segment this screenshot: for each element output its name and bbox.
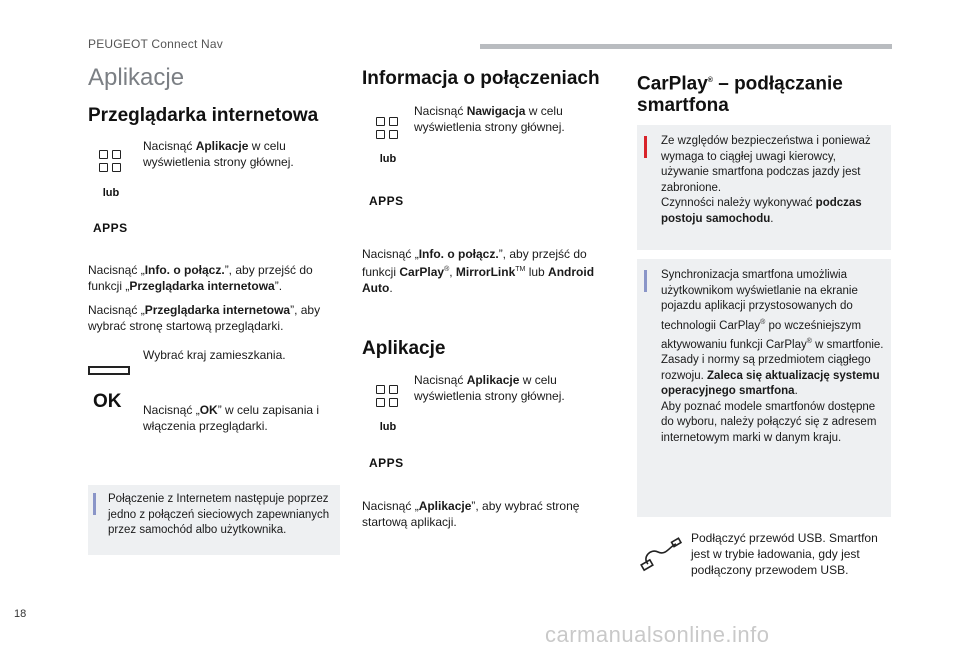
lub-label: lub (379, 421, 397, 433)
apps-button-icon: APPS (93, 221, 128, 235)
col2-step4-text: Nacisnąć „Aplikacje”, aby wybrać stronę startową aplikacji. (362, 499, 580, 529)
info-note-text: Synchronizacja smartfona umożliwia użytkownikom wyświetlanie na ekranie pojazdu aplikacji przystosowanych do technologii CarPlay® po wcześniejszym aktywowaniu funkcji CarPlay® w smartfonie. Zasady i normy są przedmiotem ciągłego rozwoju. Zaleca się aktualizację systemu operacyjnego smartfona. Aby poznać modele smartfonów dostępne do wyboru, należy połączyć się z adresem internetowym marki w danym kraju. (661, 269, 884, 444)
lub-label: lub (379, 153, 397, 165)
col1-step4-text: Wybrać kraj zamieszkania. (143, 348, 286, 362)
header-rule (480, 44, 892, 49)
usb-cable-icon (640, 536, 682, 572)
running-header: PEUGEOT Connect Nav (88, 37, 223, 51)
subheading-przegladarka: Przeglądarka internetowa (88, 105, 319, 126)
watermark-text: carmanualsonline.info (545, 622, 770, 647)
apps-grid-icon (376, 117, 398, 139)
info-note-text: Połączenie z Internetem następuje poprzez jedno z połączeń sieciowych zapewnianych przez samochód albo użytkownika. (108, 493, 330, 536)
section-heading-aplikacje: Aplikacje (88, 64, 185, 91)
heading-aplikacje: Aplikacje (362, 338, 446, 359)
col2-step2-text: Nacisnąć „Info. o połącz.”, aby przejść do funkcji CarPlay®, MirrorLink™ lub Android Auto. (362, 247, 595, 295)
col1-step1-text: Nacisnąć Aplikacje w celu wyświetlenia strony głównej. (143, 139, 294, 169)
apps-button-icon: APPS (369, 456, 404, 470)
info-note-box (637, 259, 891, 517)
usb-step-text: Podłączyć przewód USB. Smartfon jest w trybie ładowania, gdy jest podłączony przewodem USB. (691, 531, 878, 577)
warning-bar-icon (644, 136, 647, 158)
lub-label: lub (102, 187, 120, 199)
col1-step2-text: Nacisnąć „Info. o połącz.”, aby przejść do funkcji „Przeglądarka internetowa”. (88, 263, 313, 293)
col2-step3-text: Nacisnąć Aplikacje w celu wyświetlenia strony głównej. (414, 373, 565, 403)
warning-text: Ze względów bezpieczeństwa i ponieważ wymaga to ciągłej uwagi kierowcy, używanie smartfona podczas jazdy jest zabronione. Czynności należy wykonywać podczas postoju samochodu. (661, 135, 871, 225)
info-bar-icon (644, 270, 647, 292)
col2-step1-text: Nacisnąć Nawigacja w celu wyświetlenia strony głównej. (414, 104, 565, 134)
info-bar-icon (93, 493, 96, 515)
heading-informacja: Informacja o połączeniach (362, 68, 600, 89)
warning-note-box (637, 125, 891, 250)
page-number: 18 (14, 608, 27, 620)
apps-button-icon: APPS (369, 194, 404, 208)
col1-step5-text: Nacisnąć „OK” w celu zapisania i włączenia przeglądarki. (143, 403, 320, 433)
apps-grid-icon (99, 150, 121, 172)
apps-grid-icon (376, 385, 398, 407)
heading-carplay: CarPlay® – podłączanie smartfona (637, 73, 843, 117)
col1-step3-text: Nacisnąć „Przeglądarka internetowa”, aby wybrać stronę startową przeglądarki. (88, 303, 321, 333)
text-field-icon (88, 366, 130, 375)
ok-icon: OK (93, 391, 122, 412)
info-note-box (88, 485, 340, 555)
